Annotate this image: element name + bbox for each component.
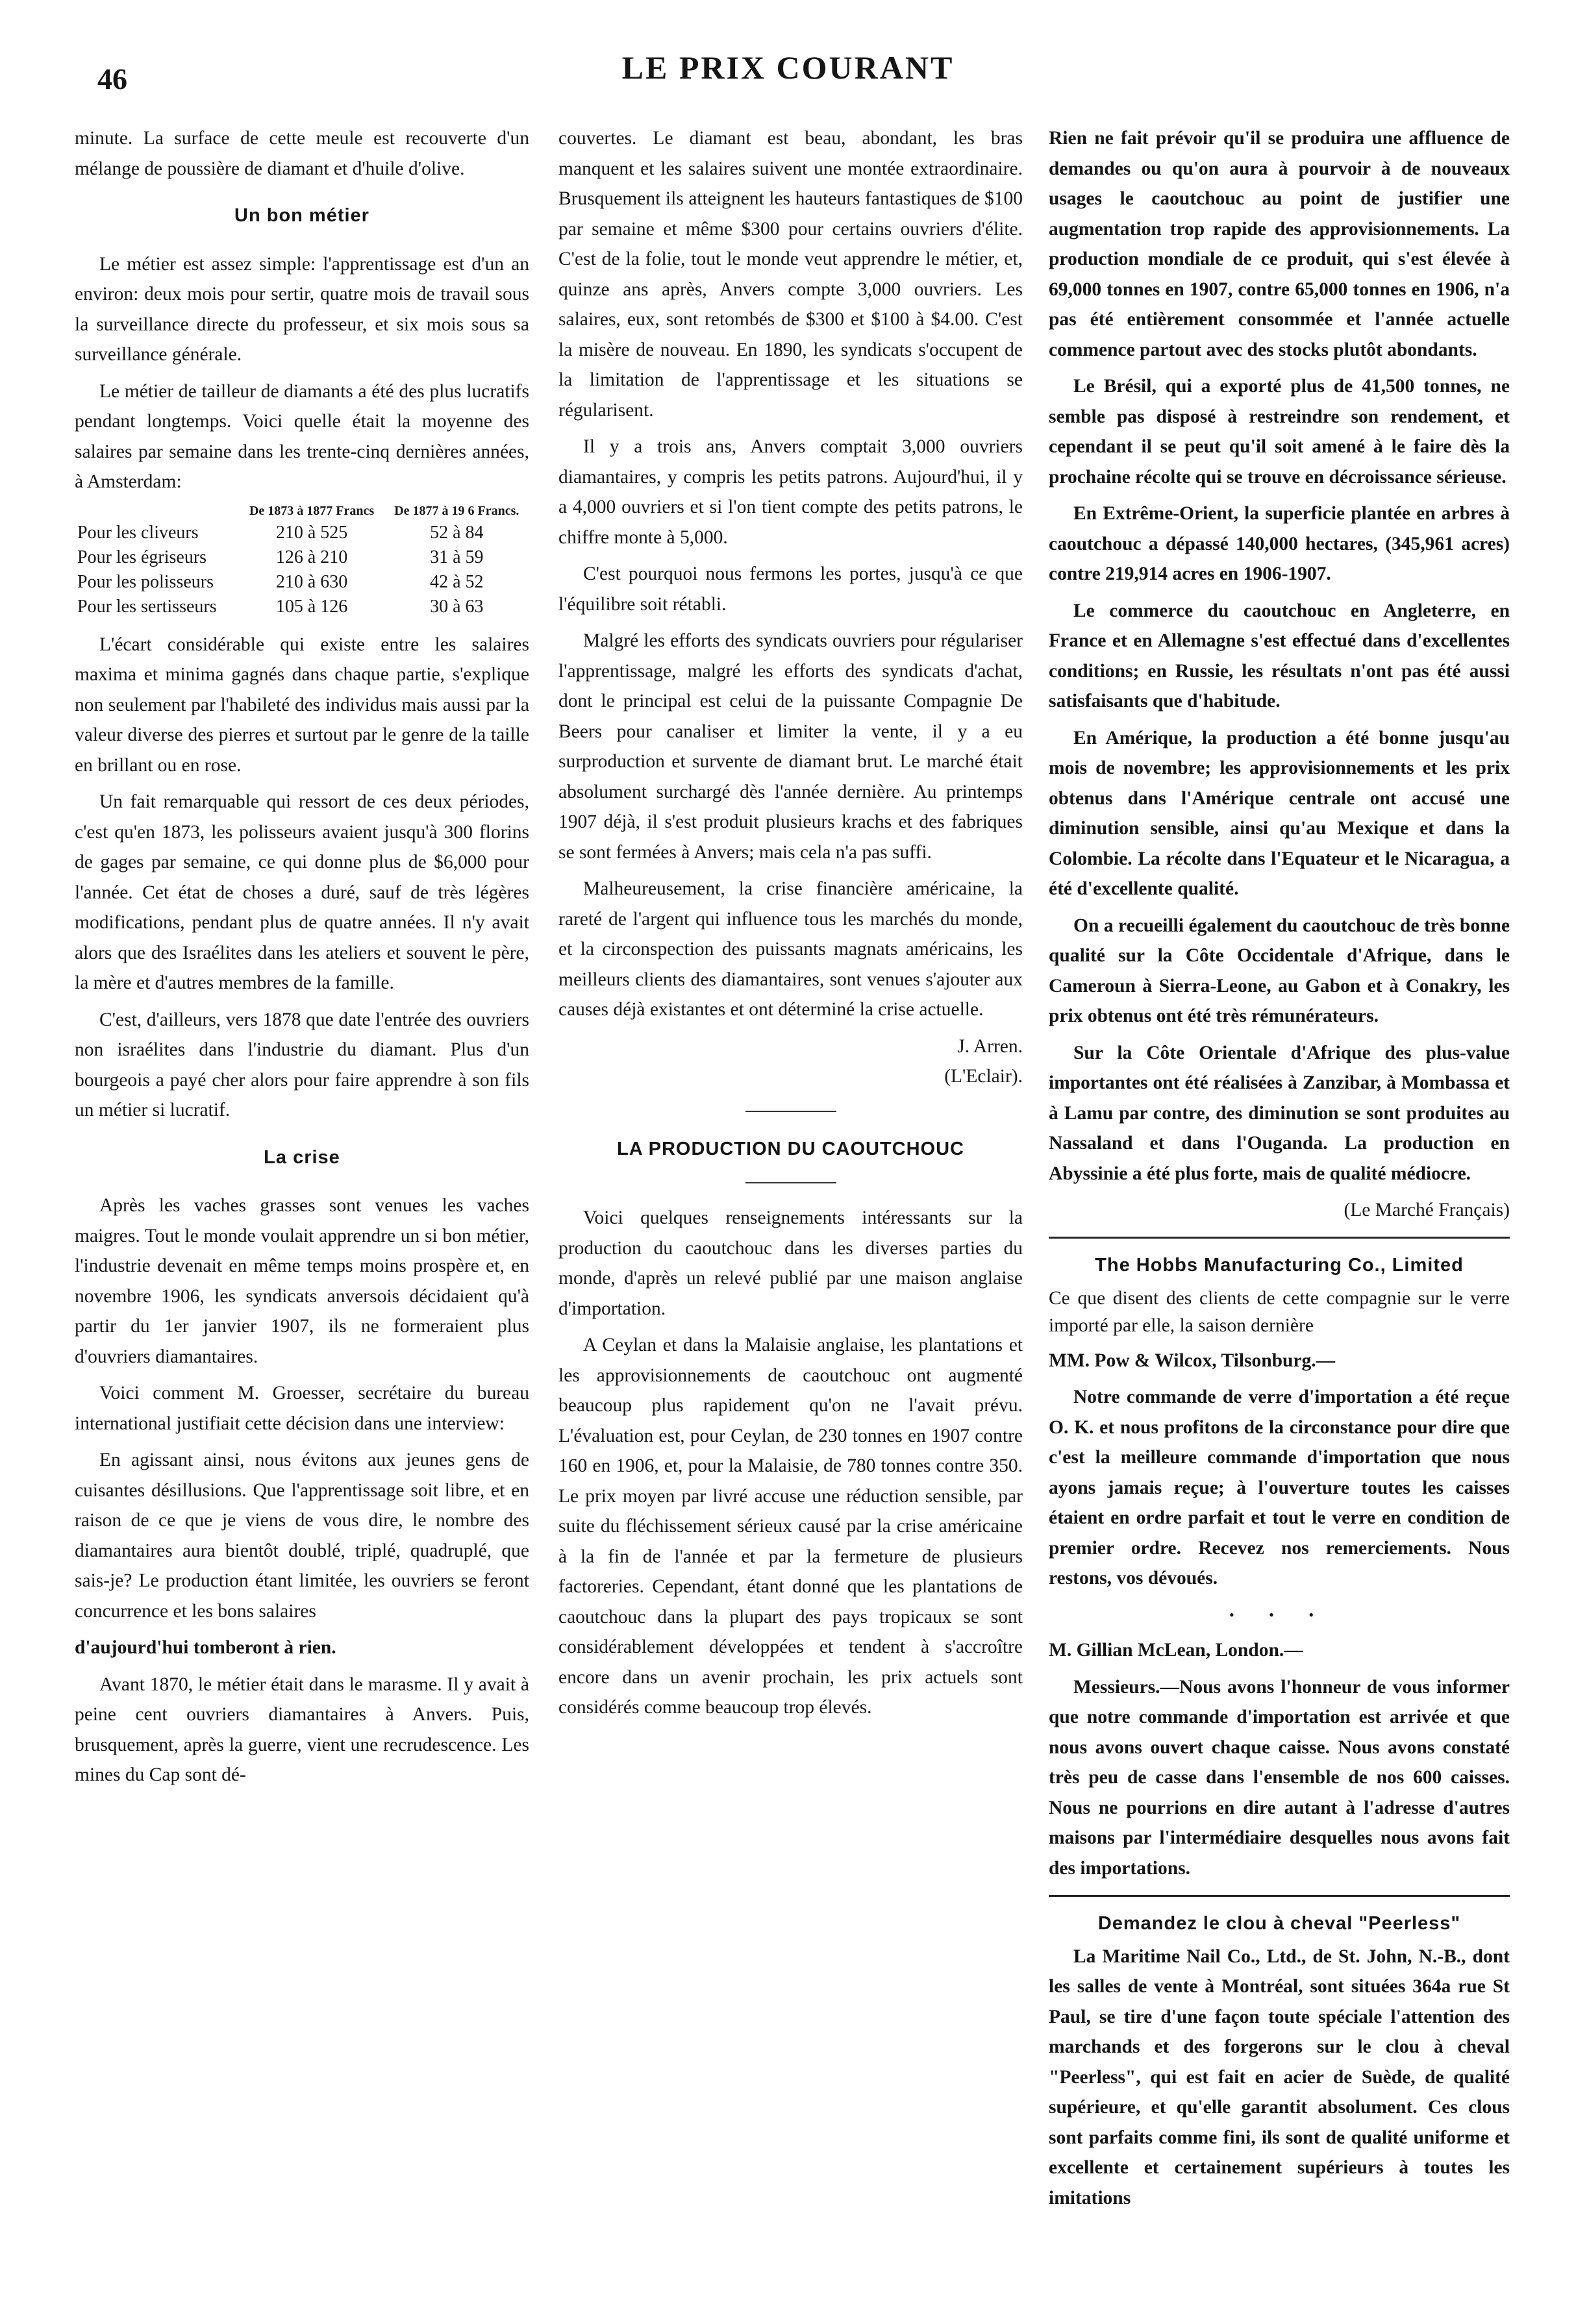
paragraph: Voici comment M. Groesser, secrétaire du bureau international justifiait cette décision dans une interview: [75, 1383, 529, 1434]
table-cell: 42 à 52 [430, 571, 484, 592]
paragraph: Avant 1870, le métier était dans le marasme. Il y avait à peine cent ouvriers diamantaires à Anvers. Puis, brusquement, après la guerre, vient une recrudescence. Les mines du Cap sont dé- [75, 1674, 529, 1785]
paragraph: L'écart considérable qui existe entre les salaires maxima et minima gagnés dans chaque partie, s'explique non seulement par l'habileté des individus mais aussi par la valeur diverse des pierres et surtout par le genre de la taille en brillant ou en rose. [75, 634, 529, 776]
paragraph-bold: Sur la Côte Orientale d'Afrique des plus-value importantes ont été réalisées à Zanzibar, à Mombassa et à Lamu par contre, des diminution se sont produites au Nassaland et dans l'Ouganda. La production en Abyssinie a été plus forte, mais de qualité médiocre. [1049, 1042, 1510, 1184]
table-row [75, 570, 529, 595]
page-number: 46 [97, 62, 127, 95]
paragraph: Le métier de tailleur de diamants a été des plus lucratifs pendant longtemps. Voici quelle était la moyenne des salaires par semaine dans les trente-cinq dernières années, à Amsterdam: [75, 380, 529, 492]
table-header: De 1877 à 19 6 Francs. [394, 503, 519, 518]
paragraph: C'est pourquoi nous fermons les portes, jusqu'à ce que l'équilibre soit rétabli. [558, 563, 1023, 615]
section-heading: Demandez le clou à cheval "Peerless" [1097, 1913, 1461, 1934]
column-middle [558, 123, 1023, 1729]
table-cell: 105 à 126 [275, 596, 348, 617]
paragraph: Il y a trois ans, Anvers comptait 3,000 ouvriers diamantaires, y compris les petits patrons. Aujourd'hui, il y a 4,000 ouvriers et si l'on tient compte des petits patrons, le chiffre monte à 5,000. [558, 436, 1023, 548]
paragraph: Voici quelques renseignements intéressants sur la production du caoutchouc dans les diverses parties du monde, d'après un relevé publié par une maison anglaise d'importation. [558, 1207, 1023, 1319]
section-divider [745, 1111, 836, 1112]
column-left [75, 123, 529, 1797]
table-cell-label: Pour les sertisseurs [77, 596, 217, 617]
table-cell-label: Pour les polisseurs [77, 571, 214, 592]
section-heading: Un bon métier [234, 205, 369, 226]
table-cell: 210 à 630 [275, 571, 348, 592]
separator-dots: • • • [1229, 1606, 1330, 1623]
paragraph-bold: Rien ne fait prévoir qu'il se produira une affluence de demandes ou qu'on aura à pourvoir à de nouveaux usages le caoutchouc au point de justifier une augmentation trop rapide des approvisionnements. La production mondiale de ce produit, qui s'est élevée à 69,000 tonnes en 1907, contre 65,000 tonnes en 1906, n'a pas été entièrement consommée et l'année actuelle commence partout avec des stocks plutôt abondants. [1049, 128, 1510, 360]
paragraph: Le métier est assez simple: l'apprentissage est d'un an environ: deux mois pour sertir, quatre mois de travail sous la surveillance directe du professeur, et six mois sous sa surveillance générale. [75, 253, 529, 365]
signature-source: (L'Eclair). [944, 1065, 1023, 1087]
section-divider [1049, 1237, 1510, 1239]
paragraph: Un fait remarquable qui ressort de ces deux périodes, c'est qu'en 1873, les polisseurs avaient jusqu'à 300 florins de gages par semaine, ce qui donne plus de $6,000 pour l'année. Cet état de choses a duré, sauf de très légères modifications, pendant plus de quatre années. Il n'y avait alors que des Israélites dans les ateliers et souvent le père, la mère et d'autres membres de la famille. [75, 791, 529, 993]
column-right [1049, 123, 1510, 2219]
section-divider [745, 1182, 836, 1183]
signature-source: (Le Marché Français) [1344, 1200, 1510, 1220]
paragraph-bold: Messieurs.—Nous avons l'honneur de vous informer que notre commande d'importation est arrivée et que nous avons ouvert chaque caisse. Nous avons constaté très peu de casse dans l'ensemble de nos 600 caisses. Nous ne pourrions en dire autant à l'adresse d'autres maisons par l'intermédiaire desquelles nous avons fait des importations. [1049, 1676, 1510, 1879]
table-cell: 126 à 210 [275, 547, 348, 567]
paragraph: A Ceylan et dans la Malaisie anglaise, les plantations et les approvisionnements de caoutchouc ont augmenté beaucoup plus rapidement qu'on ne l'avait prévu. L'évaluation est, pour Ceylan, de 230 tonnes en 1907 contre 160 en 1906, et, pour la Malaisie, de 780 tonnes contre 350. Le prix moyen par livré accuse une réduction sensible, par suite du fléchissement sérieux causé par la crise américaine à la fin de l'année et par la fermeture de plusieurs factoreries. Cependant, étant donné que les plantations de caoutchouc dans la plupart des pays tropicaux se sont considérablement développées et tendent à s'accroître encore dans un avenir prochain, les prix actuels sont considérés comme beaucoup trop élevés. [558, 1335, 1023, 1718]
section-heading: La crise [264, 1146, 340, 1168]
table-header-blank [75, 504, 239, 521]
paragraph-bold: d'aujourd'hui tomberont à rien. [75, 1637, 336, 1658]
table-cell-label: Pour les égriseurs [77, 547, 207, 567]
section-heading: LA PRODUCTION DU CAOUTCHOUC [616, 1138, 964, 1159]
paragraph: couvertes. Le diamant est beau, abondant, les bras manquent et les salaires suivent une montée extraordinaire. Brusquement ils atteignent les hauteurs fantastiques de $100 par semaine et même $300 pour certains ouvriers d'élite. C'est de la folie, tout le monde veut apprendre le métier, et, quinze ans après, Anvers compte 3,000 ouvriers. Les salaires, eux, sont retombés de $300 et $100 à $4.00. C'est la misère de nouveau. En 1890, les syndicats s'occupent de la limitation de l'apprentissage et les situations se régularisent. [558, 128, 1023, 421]
salary-table [75, 504, 529, 619]
paragraph-bold: En Amérique, la production a été bonne jusqu'au mois de novembre; les approvisionnements et les prix obtenus dans l'Amérique centrale ont accusé une diminution sensible, ainsi qu'au Mexique et dans la Colombie. La récolte dans l'Equateur et le Nicaragua, a été d'excellente qualité. [1049, 727, 1510, 899]
section-subheading: Ce que disent des clients de cette compagnie sur le verre importé par elle, la saison dernière [1049, 1287, 1510, 1336]
page-title: LE PRIX COURANT [621, 49, 955, 86]
address-line: M. Gillian McLean, London.— [1049, 1640, 1303, 1661]
table-row [75, 545, 529, 570]
table-cell-label: Pour les cliveurs [77, 522, 199, 543]
paragraph-bold: La Maritime Nail Co., Ltd., de St. John, N.-B., dont les salles de vente à Montréal, sont situées 364a rue St Paul, se tire d'une façon toute spéciale l'attention des marchands et des forgerons sur le clou à cheval "Peerless", qui est fait en acier de Suède, de qualité supérieure, et qu'elle garantit absolument. Ces clous sont parfaits comme fini, ils sont de qualité uniforme et excellente et certainement supérieurs à toutes les imitations [1049, 1946, 1510, 2208]
table-cell: 30 à 63 [430, 596, 484, 617]
paragraph: C'est, d'ailleurs, vers 1878 que date l'entrée des ouvriers non israélites dans l'industrie du diamant. Plus d'un bourgeois a payé cher alors pour faire apprendre à son fils un métier si lucratif. [75, 1009, 529, 1120]
table-cell: 210 à 525 [275, 522, 348, 543]
section-heading: The Hobbs Manufacturing Co., Limited [1095, 1255, 1464, 1276]
paragraph: En agissant ainsi, nous évitons aux jeunes gens de cuisantes désillusions. Que l'apprentissage soit libre, et en raison de ce que je viens de vous dire, le nombre des diamantaires aura bientôt doublé, triplé, quadruplé, que sais-je? Le production étant limitée, les ouvriers se feront concurrence et les bons salaires [75, 1450, 529, 1622]
section-divider [1049, 1895, 1510, 1897]
address-line: MM. Pow & Wilcox, Tilsonburg.— [1049, 1350, 1336, 1371]
paragraph-bold: En Extrême-Orient, la superficie plantée en arbres à caoutchouc a dépassé 140,000 hectares, (345,961 acres) contre 219,914 acres en 1906-1907. [1049, 503, 1510, 584]
table-header-row [75, 504, 529, 521]
signature-author: J. Arren. [957, 1035, 1023, 1057]
table-row [75, 521, 529, 545]
paragraph: Après les vaches grasses sont venues les vaches maigres. Tout le monde voulait apprendre un si bon métier, l'industrie devenait en même temps moins prospère et, en novembre 1906, les syndicats anversois décidaient qu'à partir du 1er janvier 1907, ils ne formeraient plus d'ouvriers diamantaires. [75, 1195, 529, 1367]
paragraph: Malheureusement, la crise financière américaine, la rareté de l'argent qui influence tous les marchés du monde, et la circonspection des puissants magnats américains, les meilleurs clients des diamantaires, sont venues s'ajouter aux causes déjà existantes et ont déterminé la crise actuelle. [558, 878, 1023, 1020]
paragraph: minute. La surface de cette meule est recouverte d'un mélange de poussière de diamant et d'huile d'olive. [75, 128, 529, 179]
paragraph-bold: Le Brésil, qui a exporté plus de 41,500 tonnes, ne semble pas disposé à restreindre son rendement, et cependant il se peut qu'il soit amené à le faire dès la prochaine récolte qui se trouve en décroissance sérieuse. [1049, 376, 1510, 488]
table-header: De 1873 à 1877 Francs [249, 503, 375, 518]
paragraph-bold: Le commerce du caoutchouc en Angleterre, en France et en Allemagne s'est effectué dans d'excellentes conditions; en Russie, les résultats n'ont pas été aussi satisfaisants que d'habitude. [1049, 600, 1510, 711]
paragraph: Malgré les efforts des syndicats ouvriers pour régulariser l'apprentissage, malgré les efforts des syndicats d'achat, dont le principal est celui de la puissante Compagnie De Beers pour canaliser et limiter la vente, il y a eu surproduction et survente de diamant brut. Le marché était absolument surchargé dès l'année dernière. Au printemps 1907 déjà, il s'est produit plusieurs krachs et des fabriques se sont fermées à Anvers; mais cela n'a pas suffi. [558, 630, 1023, 863]
table-cell: 31 à 59 [430, 547, 484, 567]
paragraph-bold: On a recueilli également du caoutchouc de très bonne qualité sur la Côte Occidentale d'Afrique, dans le Cameroun à Sierra-Leone, au Gabon et à Conakry, les prix obtenus ont été très rémunérateurs. [1049, 915, 1510, 1026]
table-row [75, 595, 529, 619]
paragraph-bold: Notre commande de verre d'importation a été reçue O. K. et nous profitons de la circonstance pour dire que c'est la meilleure commande d'importation que nous ayons jamais reçue; à l'ouverture toutes les caisses étaient en ordre parfait et tout le verre en condition de premier ordre. Recevez nos remerciements. Nous restons, vos dévoués. [1049, 1387, 1510, 1588]
table-cell: 52 à 84 [430, 522, 484, 543]
